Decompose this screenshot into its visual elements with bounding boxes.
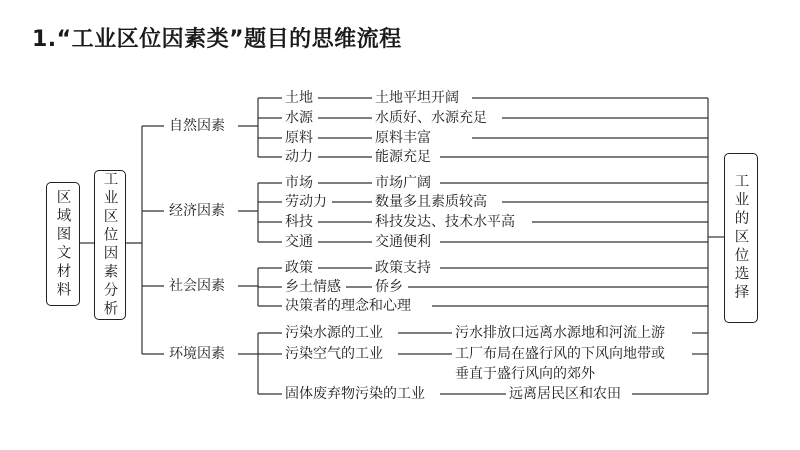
detail-solid-waste: 远离居民区和农田 — [509, 386, 621, 402]
factor-air-pollution: 污染空气的工业 — [285, 346, 383, 362]
detail-raw-material: 原料丰富 — [375, 130, 431, 146]
detail-water: 水质好、水源充足 — [375, 110, 487, 126]
category-environment: 环境因素 — [169, 346, 225, 362]
detail-hometown: 侨乡 — [375, 279, 403, 295]
factor-technology: 科技 — [285, 214, 313, 230]
factor-water-pollution: 污染水源的工业 — [285, 325, 383, 341]
detail-air-pollution: 工厂布局在盛行风的下风向地带或 — [455, 346, 665, 362]
factor-power: 动力 — [285, 149, 313, 165]
factor-land: 土地 — [285, 90, 313, 106]
factor-analysis-box — [94, 170, 126, 320]
detail-technology: 科技发达、技术水平高 — [375, 214, 515, 230]
factor-raw-material: 原料 — [285, 130, 313, 146]
category-economic: 经济因素 — [169, 203, 225, 219]
factor-labor: 劳动力 — [285, 194, 327, 210]
source-materials-label: 区域图文材料 — [54, 188, 71, 300]
factor-decision-maker: 决策者的理念和心理 — [285, 298, 411, 314]
category-natural: 自然因素 — [169, 118, 225, 134]
detail-transport: 交通便利 — [375, 234, 431, 250]
category-social: 社会因素 — [169, 278, 225, 294]
factor-transport: 交通 — [285, 234, 313, 250]
factor-market: 市场 — [285, 175, 313, 191]
location-choice-box — [724, 153, 758, 323]
location-choice-label: 工业的区位选择 — [732, 173, 749, 303]
detail-market: 市场广阔 — [375, 175, 431, 191]
factor-solid-waste: 固体废弃物污染的工业 — [285, 386, 425, 402]
page-title: 1.“工业区位因素类”题目的思维流程 — [32, 27, 402, 52]
factor-water: 水源 — [285, 110, 313, 126]
detail-water-pollution: 污水排放口远离水源地和河流上游 — [455, 325, 665, 341]
factor-analysis-label: 工业区位因素分析 — [101, 171, 118, 319]
detail-labor: 数量多且素质较高 — [375, 194, 487, 210]
detail-air-pollution-line2: 垂直于盛行风向的郊外 — [455, 366, 595, 382]
source-materials-box — [46, 182, 80, 306]
detail-land: 土地平坦开阔 — [375, 90, 459, 106]
detail-power: 能源充足 — [375, 149, 431, 165]
factor-policy: 政策 — [285, 260, 313, 276]
detail-policy: 政策支持 — [375, 260, 431, 276]
factor-hometown: 乡土情感 — [285, 279, 341, 295]
